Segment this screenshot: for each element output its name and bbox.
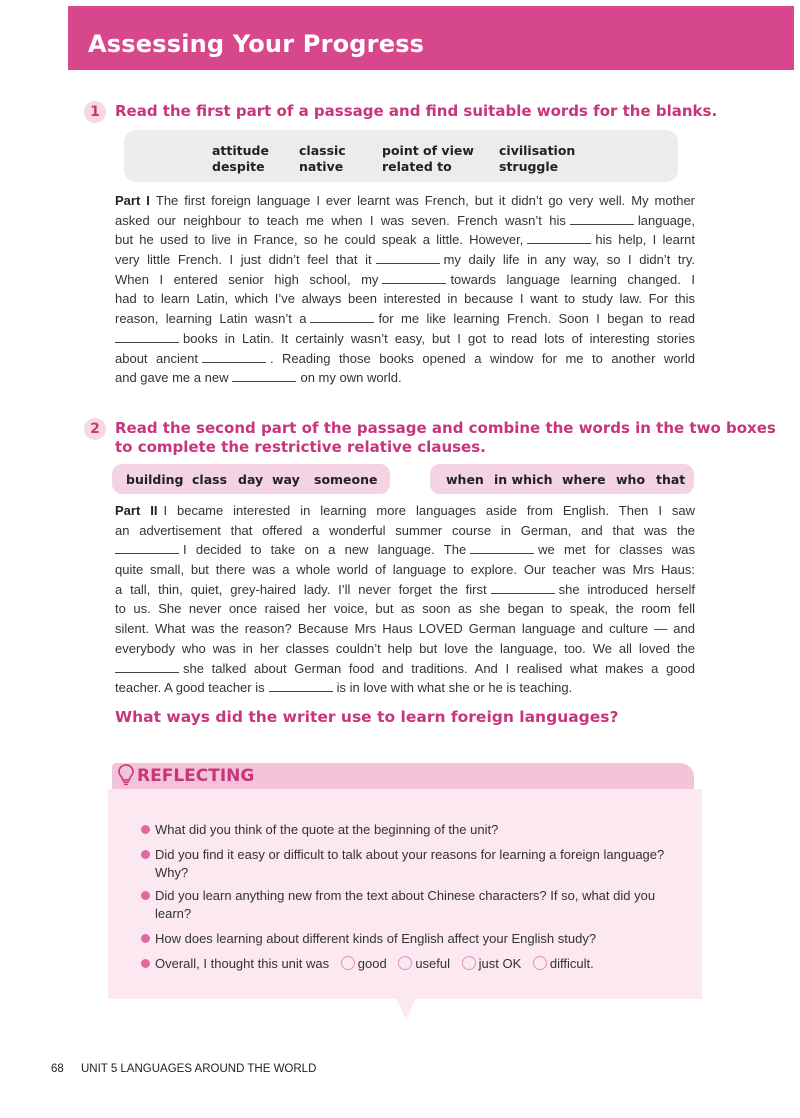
section-1-heading: Read the first part of a passage and find suitable words for the blanks. bbox=[115, 102, 718, 120]
passage-part-1 bbox=[115, 191, 695, 388]
passage-line: and gave me a new on my own world. bbox=[115, 370, 402, 386]
answer-blank[interactable] bbox=[232, 369, 296, 382]
reflection-item: What did you think of the quote at the beginning of the unit? bbox=[155, 821, 695, 839]
word-option: someone bbox=[314, 472, 378, 487]
word-option: despite bbox=[212, 159, 265, 174]
reflecting-title: REFLECTING bbox=[137, 766, 255, 786]
word-box bbox=[124, 130, 678, 182]
word-option: where bbox=[562, 472, 606, 487]
passage-line: but he used to live in France, so he could speak a little. However, his help, I learnt bbox=[115, 232, 695, 248]
reflection-item: How does learning about different kinds of English affect your English study? bbox=[155, 930, 695, 948]
part-label: Part II bbox=[115, 503, 158, 518]
answer-blank[interactable] bbox=[115, 541, 179, 554]
passage-line: books in Latin. It certainly wasn’t easy, but I got to read lots of interesting stories bbox=[115, 329, 695, 349]
word-option: classic bbox=[299, 143, 346, 158]
section-2-heading-line-2: to complete the restrictive relative clauses. bbox=[115, 438, 486, 456]
word-option: point of view bbox=[382, 143, 474, 158]
reflection-item: Did you find it easy or difficult to talk about your reasons for learning a foreign language? Why? bbox=[155, 846, 695, 882]
word-option: that bbox=[656, 472, 686, 487]
rating-option-useful[interactable] bbox=[398, 956, 412, 970]
bullet-dot-icon bbox=[141, 959, 150, 968]
page-footer bbox=[51, 1063, 316, 1075]
word-option: building bbox=[126, 472, 184, 487]
passage-line: reason, learning Latin wasn’t a for me like learning French. Soon I began to read bbox=[115, 311, 695, 327]
relative-word-box bbox=[430, 464, 694, 494]
page-banner bbox=[68, 6, 794, 70]
passage-line: had to learn Latin, which I’ve always been interested in because I want to study law. For this bbox=[115, 291, 695, 307]
passage-line: about ancient . Reading those books opened a window for me to another world bbox=[115, 350, 695, 366]
word-option: in which bbox=[494, 472, 553, 487]
passage-line: she talked about German food and traditions. And I realised what makes a good bbox=[115, 659, 695, 679]
answer-blank[interactable] bbox=[202, 350, 266, 363]
answer-blank[interactable] bbox=[570, 212, 634, 225]
passage-line: a tall, thin, quiet, grey-haired lady. I’ll never forget the first she introduced herself bbox=[115, 581, 695, 597]
word-option: related to bbox=[382, 159, 452, 174]
bullet-dot-icon bbox=[141, 825, 150, 834]
word-option: struggle bbox=[499, 159, 559, 174]
rating-option-good[interactable] bbox=[341, 956, 355, 970]
answer-blank[interactable] bbox=[470, 541, 534, 554]
bullet-dot-icon bbox=[141, 850, 150, 859]
passage-line: quite small, but there was a whole world of language to explore. Our teacher was Mrs Haus: bbox=[115, 562, 695, 578]
word-option: civilisation bbox=[499, 143, 576, 158]
discussion-question: What ways did the writer use to learn foreign languages? bbox=[115, 708, 619, 726]
part-label: Part I bbox=[115, 193, 150, 208]
word-option: attitude bbox=[212, 143, 269, 158]
word-option: way bbox=[272, 472, 300, 487]
word-option: day bbox=[238, 472, 264, 487]
answer-blank[interactable] bbox=[115, 660, 179, 673]
section-1-number: 1 bbox=[84, 101, 106, 123]
reflection-item: Did you learn anything new from the text about Chinese characters? If so, what did you learn? bbox=[155, 887, 695, 923]
passage-line: to us. She never once raised her voice, but as soon as she began to speak, the room fell bbox=[115, 601, 695, 617]
word-option: who bbox=[616, 472, 646, 487]
passage-line: an advertisement that offered a wonderful summer course in German, and that was the bbox=[115, 522, 695, 538]
noun-box bbox=[112, 464, 390, 494]
bullet-dot-icon bbox=[141, 934, 150, 943]
passage-line: asked our neighbour to teach me when I was seven. French wasn’t his language, bbox=[115, 212, 695, 228]
page-title: Assessing Your Progress bbox=[88, 30, 425, 58]
passage-line: very little French. I just didn’t feel that it my daily life in any way, so I didn’t try. bbox=[115, 252, 695, 268]
lightbulb-icon bbox=[118, 764, 134, 786]
answer-blank[interactable] bbox=[115, 330, 179, 343]
section-2-heading-line-1: Read the second part of the passage and combine the words in the two boxes bbox=[115, 419, 776, 437]
passage-line: teacher. A good teacher is is in love with what she or he is teaching. bbox=[115, 680, 573, 696]
passage-part-2 bbox=[115, 501, 695, 698]
unit-title: UNIT 5 LANGUAGES AROUND THE WORLD bbox=[81, 1063, 317, 1075]
word-option: when bbox=[446, 472, 484, 487]
passage-line: When I entered senior high school, my towards language learning changed. I bbox=[115, 271, 695, 287]
passage-line: I decided to take on a new language. The we met for classes was bbox=[115, 540, 695, 560]
bullet-dot-icon bbox=[141, 891, 150, 900]
answer-blank[interactable] bbox=[269, 679, 333, 692]
passage-line: Part I The first foreign language I ever learnt was French, but it didn’t go very well. My mother bbox=[115, 193, 696, 208]
answer-blank[interactable] bbox=[491, 581, 555, 594]
section-2-number: 2 bbox=[84, 418, 106, 440]
passage-line: silent. What was the reason? Because Mrs Haus LOVED German language and culture — and bbox=[115, 621, 695, 637]
rating-option-difficult[interactable] bbox=[533, 956, 547, 970]
answer-blank[interactable] bbox=[376, 251, 440, 264]
reflection-rating: Overall, I thought this unit was good useful just OK difficult. bbox=[155, 955, 695, 973]
passage-line: everybody who was in her classes couldn’t help but love the language, too. We all loved the bbox=[115, 640, 695, 656]
reflecting-notch bbox=[396, 998, 416, 1020]
answer-blank[interactable] bbox=[527, 231, 591, 244]
answer-blank[interactable] bbox=[382, 271, 446, 284]
word-option: class bbox=[192, 472, 228, 487]
passage-line: Part II I became interested in learning more languages aside from English. Then I saw bbox=[115, 503, 695, 518]
rating-option-just-ok[interactable] bbox=[462, 956, 476, 970]
answer-blank[interactable] bbox=[310, 310, 374, 323]
word-option: native bbox=[299, 159, 344, 174]
page-number: 68 bbox=[51, 1063, 64, 1075]
